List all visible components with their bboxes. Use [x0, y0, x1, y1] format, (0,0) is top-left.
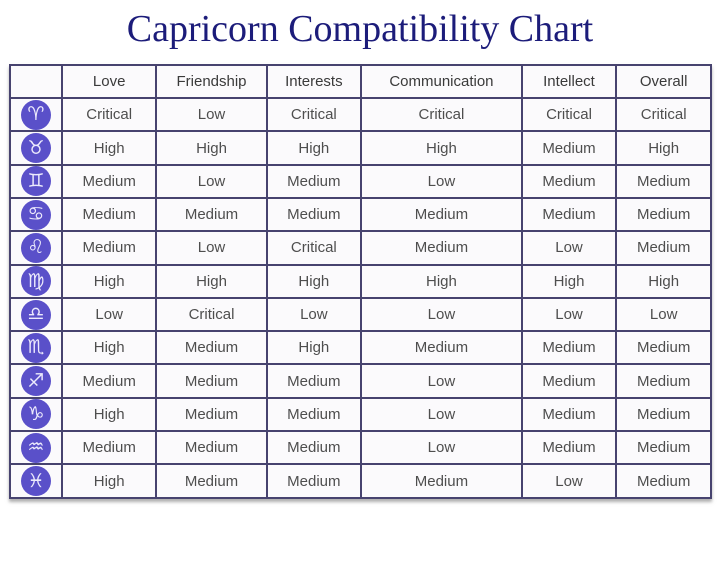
table-row-pisces	[10, 464, 711, 497]
compat-cell: High	[267, 265, 362, 298]
header-friendship: Friendship	[156, 65, 266, 98]
compat-cell: Low	[156, 231, 266, 264]
compat-cell: High	[522, 265, 617, 298]
compat-cell: Medium	[522, 431, 617, 464]
compat-cell: Low	[156, 165, 266, 198]
compat-cell: Medium	[522, 131, 617, 164]
table-row-cancer	[10, 198, 711, 231]
compatibility-table	[9, 64, 712, 499]
compat-cell: High	[267, 131, 362, 164]
compat-cell: Low	[156, 98, 266, 131]
compat-cell: Medium	[62, 364, 157, 397]
compat-cell: Low	[616, 298, 711, 331]
compat-cell: Medium	[156, 464, 266, 497]
compat-cell: Low	[522, 464, 617, 497]
compat-cell: Low	[361, 165, 522, 198]
compat-cell: Medium	[361, 464, 522, 497]
zodiac-sign-cell	[10, 298, 62, 331]
table-row-aquarius	[10, 431, 711, 464]
table-row-taurus	[10, 131, 711, 164]
compat-cell: Medium	[62, 231, 157, 264]
zodiac-sign-cell	[10, 331, 62, 364]
compat-cell: Critical	[267, 231, 362, 264]
compat-cell: High	[156, 131, 266, 164]
compat-cell: Medium	[267, 464, 362, 497]
zodiac-sign-cell	[10, 98, 62, 131]
table-row-gemini	[10, 165, 711, 198]
compat-cell: Medium	[522, 364, 617, 397]
compat-cell: Medium	[62, 198, 157, 231]
compat-cell: High	[616, 265, 711, 298]
pisces-icon: ♓	[21, 466, 51, 496]
compat-cell: Low	[522, 298, 617, 331]
compat-cell: Medium	[616, 331, 711, 364]
sagittarius-icon: ♐	[21, 366, 51, 396]
compat-cell: Critical	[616, 98, 711, 131]
capricorn-icon: ♑	[21, 399, 51, 429]
zodiac-sign-cell	[10, 398, 62, 431]
compat-cell: High	[62, 265, 157, 298]
compat-cell: Medium	[522, 398, 617, 431]
compat-cell: Low	[267, 298, 362, 331]
compat-cell: Medium	[361, 331, 522, 364]
compat-cell: Medium	[156, 198, 266, 231]
compat-cell: Medium	[616, 431, 711, 464]
compat-cell: Low	[522, 231, 617, 264]
header-communication: Communication	[361, 65, 522, 98]
compat-cell: Medium	[361, 198, 522, 231]
compat-cell: High	[267, 331, 362, 364]
aries-icon: ♈	[21, 100, 51, 130]
compat-cell: High	[361, 131, 522, 164]
compat-cell: Medium	[522, 198, 617, 231]
compat-cell: Critical	[267, 98, 362, 131]
compat-cell: Medium	[616, 231, 711, 264]
compat-cell: Medium	[361, 231, 522, 264]
zodiac-table-body	[10, 98, 711, 498]
zodiac-sign-cell	[10, 464, 62, 497]
compat-cell: Medium	[156, 398, 266, 431]
compat-cell: Low	[361, 431, 522, 464]
zodiac-sign-cell	[10, 198, 62, 231]
compat-cell: Low	[361, 364, 522, 397]
compat-cell: Low	[361, 298, 522, 331]
compat-cell: Medium	[616, 364, 711, 397]
libra-icon: ♎	[21, 300, 51, 330]
compat-cell: Medium	[62, 431, 157, 464]
compat-cell: Medium	[267, 364, 362, 397]
compat-cell: Critical	[156, 298, 266, 331]
compat-cell: Medium	[522, 165, 617, 198]
compat-cell: High	[62, 464, 157, 497]
compat-cell: High	[616, 131, 711, 164]
aquarius-icon: ♒	[21, 433, 51, 463]
header-interests: Interests	[267, 65, 362, 98]
compat-cell: Medium	[616, 464, 711, 497]
header-row	[10, 65, 711, 98]
compat-cell: Medium	[156, 364, 266, 397]
header-sign	[10, 65, 62, 98]
zodiac-sign-cell	[10, 431, 62, 464]
scorpio-icon: ♏	[21, 333, 51, 363]
zodiac-sign-cell	[10, 265, 62, 298]
table-row-libra	[10, 298, 711, 331]
zodiac-sign-cell	[10, 364, 62, 397]
table-row-leo	[10, 231, 711, 264]
compat-cell: Medium	[522, 331, 617, 364]
compat-cell: High	[361, 265, 522, 298]
compat-cell: High	[62, 131, 157, 164]
compat-cell: Medium	[616, 198, 711, 231]
compat-cell: Medium	[156, 431, 266, 464]
zodiac-sign-cell	[10, 231, 62, 264]
table-row-scorpio	[10, 331, 711, 364]
header-intellect: Intellect	[522, 65, 617, 98]
compat-cell: High	[62, 398, 157, 431]
compat-cell: Medium	[616, 165, 711, 198]
gemini-icon: ♊	[21, 166, 51, 196]
compat-cell: Medium	[616, 398, 711, 431]
compat-cell: Medium	[267, 398, 362, 431]
zodiac-sign-cell	[10, 131, 62, 164]
compat-cell: High	[62, 331, 157, 364]
compat-cell: High	[156, 265, 266, 298]
compat-cell: Medium	[267, 165, 362, 198]
compat-cell: Low	[361, 398, 522, 431]
compat-cell: Critical	[522, 98, 617, 131]
compat-cell: Critical	[62, 98, 157, 131]
compat-cell: Medium	[156, 331, 266, 364]
virgo-icon: ♍	[21, 266, 51, 296]
table-row-aries	[10, 98, 711, 131]
cancer-icon: ♋	[21, 200, 51, 230]
compat-cell: Critical	[361, 98, 522, 131]
compat-cell: Medium	[267, 198, 362, 231]
table-row-sagittarius	[10, 364, 711, 397]
header-love: Love	[62, 65, 157, 98]
page-title: Capricorn Compatibility Chart	[126, 8, 594, 50]
table-row-virgo	[10, 265, 711, 298]
compat-cell: Low	[62, 298, 157, 331]
table-row-capricorn	[10, 398, 711, 431]
zodiac-sign-cell	[10, 165, 62, 198]
leo-icon: ♌	[21, 233, 51, 263]
taurus-icon: ♉	[21, 133, 51, 163]
compat-cell: Medium	[62, 165, 157, 198]
compat-cell: Medium	[267, 431, 362, 464]
header-overall: Overall	[616, 65, 711, 98]
